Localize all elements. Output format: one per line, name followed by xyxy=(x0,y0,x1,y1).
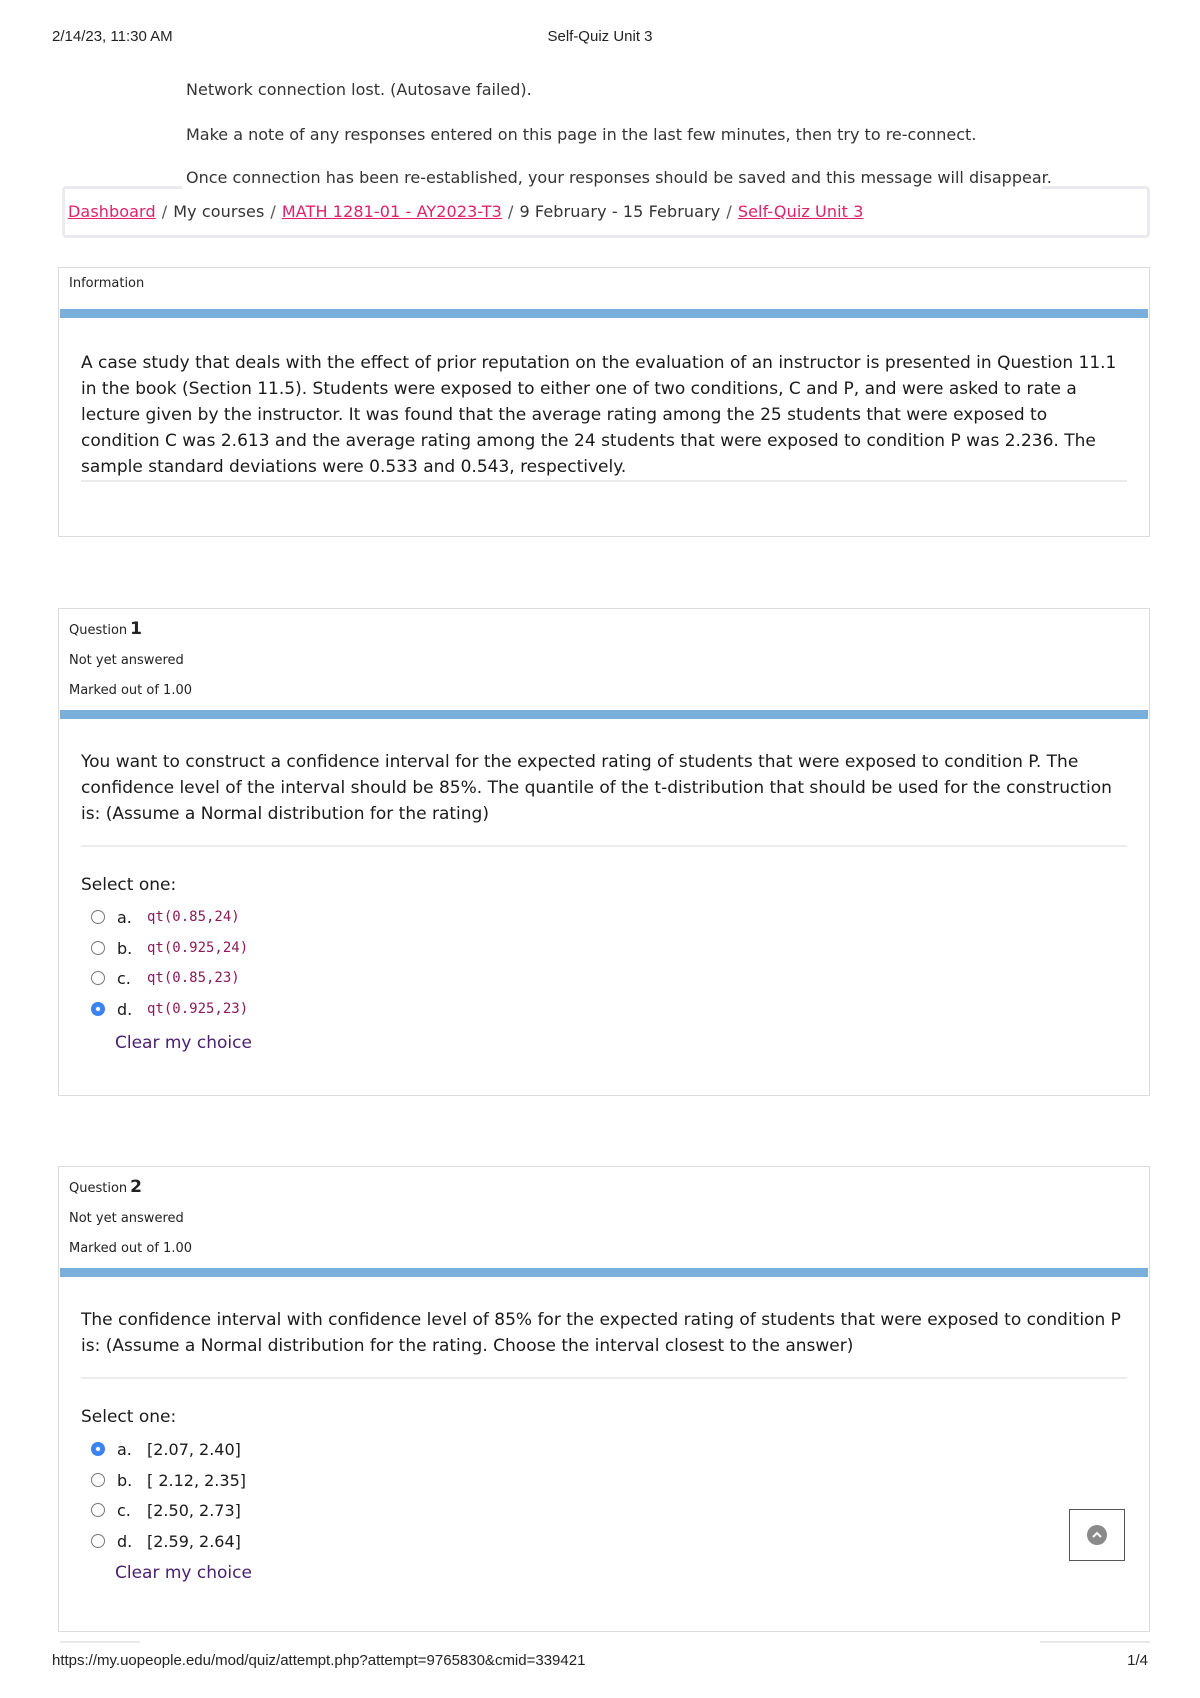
radio-button[interactable] xyxy=(91,1503,105,1517)
footer-divider-right xyxy=(1040,1641,1150,1643)
connection-lost-alert xyxy=(182,72,1052,194)
footer-divider-left xyxy=(60,1641,140,1643)
question-2-status: Not yet answered xyxy=(69,1211,184,1226)
option-value: qt(0.925,23) xyxy=(147,1001,249,1017)
radio-button[interactable] xyxy=(91,1534,105,1548)
option-letter: d. xyxy=(117,999,133,1019)
information-divider xyxy=(81,480,1127,482)
alert-line-2: Make a note of any responses entered on this page in the last few minutes, then try to re-connect. xyxy=(186,125,977,144)
question-number: 2 xyxy=(130,1177,142,1197)
breadcrumb-separator: / xyxy=(161,202,168,221)
question-1-text: You want to construct a confidence interval for the expected rating of students that were exposed to condition P. The confidence level of the interval should be 85%. The quantile of the t-distribution that should be used for the construction is: (Assume a Normal distribution for the rating) xyxy=(81,752,1112,824)
question-2-option-d[interactable] xyxy=(91,1529,241,1553)
option-letter: b. xyxy=(117,938,133,958)
question-2-accent-bar xyxy=(60,1268,1148,1277)
question-1-option-d[interactable] xyxy=(91,997,248,1021)
question-1-option-c[interactable] xyxy=(91,966,240,990)
breadcrumb-separator: / xyxy=(507,202,514,221)
print-page-title: Self-Quiz Unit 3 xyxy=(547,28,653,45)
option-letter: d. xyxy=(117,1531,133,1551)
option-letter: c. xyxy=(117,968,131,988)
question-1-select-label: Select one: xyxy=(81,875,177,895)
option-letter: c. xyxy=(117,1500,131,1520)
question-2-clear-choice[interactable]: Clear my choice xyxy=(115,1563,252,1583)
alert-line-3: Once connection has been re-established, your responses should be saved and this message will disappear. xyxy=(186,168,1052,187)
option-value: qt(0.85,24) xyxy=(147,909,240,925)
breadcrumb-course[interactable]: MATH 1281-01 - AY2023-T3 xyxy=(281,202,502,221)
print-page-number: 1/4 xyxy=(1127,1652,1148,1669)
information-card xyxy=(58,267,1150,537)
radio-button[interactable] xyxy=(91,1473,105,1487)
question-1-option-a[interactable] xyxy=(91,905,240,929)
question-2-marks: Marked out of 1.00 xyxy=(69,1241,193,1256)
question-number: 1 xyxy=(130,619,142,639)
question-1-accent-bar xyxy=(60,710,1148,719)
option-value: qt(0.85,23) xyxy=(147,970,240,986)
question-1-marks: Marked out of 1.00 xyxy=(69,683,193,698)
option-value: [2.07, 2.40] xyxy=(147,1439,241,1459)
question-2-divider xyxy=(81,1377,1127,1379)
radio-button-selected[interactable] xyxy=(91,1002,105,1016)
question-label: Question xyxy=(69,623,128,638)
option-value: [2.59, 2.64] xyxy=(147,1531,241,1551)
question-2-option-c[interactable] xyxy=(91,1498,241,1522)
radio-button[interactable] xyxy=(91,910,105,924)
radio-button-selected[interactable] xyxy=(91,1442,105,1456)
chevron-up-icon xyxy=(1087,1525,1107,1545)
question-1-option-b[interactable] xyxy=(91,936,248,960)
radio-button[interactable] xyxy=(91,971,105,985)
print-header xyxy=(52,28,1148,48)
question-2-option-a[interactable] xyxy=(91,1437,241,1461)
option-value: qt(0.925,24) xyxy=(147,940,249,956)
option-value: [ 2.12, 2.35] xyxy=(147,1470,246,1490)
information-heading: Information xyxy=(69,276,145,291)
print-url: https://my.uopeople.edu/mod/quiz/attempt.php?attempt=9765830&cmid=339421 xyxy=(52,1652,586,1669)
print-datetime: 2/14/23, 11:30 AM xyxy=(52,28,173,45)
information-text: A case study that deals with the effect of prior reputation on the evaluation of an instructor is presented in Question 11.1 in the book (Section 11.5). Students were exposed to either one of two conditions, C and P, and were asked to rate a lecture given by the instructor. It was found that the average rating among the 25 students that were exposed to condition C was 2.613 and the average rating among the 24 students that were exposed to condition P was 2.236. The sample standard deviations were 0.533 and 0.543, respectively. xyxy=(81,353,1117,477)
question-1-divider xyxy=(81,845,1127,847)
option-letter: b. xyxy=(117,1470,133,1490)
question-card-1 xyxy=(58,608,1150,1096)
question-2-text: The confidence interval with confidence level of 85% for the expected rating of students that were exposed to condition P is: (Assume a Normal distribution for the rating. Choose the interval closest to the answer) xyxy=(81,1310,1121,1356)
question-label: Question xyxy=(69,1181,128,1196)
question-1-heading xyxy=(69,619,142,639)
scroll-to-top-button[interactable] xyxy=(1069,1509,1125,1561)
question-card-2 xyxy=(58,1166,1150,1632)
radio-button[interactable] xyxy=(91,941,105,955)
breadcrumb-separator: / xyxy=(270,202,276,221)
breadcrumb-separator: / xyxy=(726,202,732,221)
print-footer xyxy=(52,1652,1148,1672)
question-1-status: Not yet answered xyxy=(69,653,184,668)
breadcrumb-my-courses: My courses xyxy=(173,202,265,221)
question-2-select-label: Select one: xyxy=(81,1407,177,1427)
information-accent-bar xyxy=(60,309,1148,318)
question-1-clear-choice[interactable]: Clear my choice xyxy=(115,1033,252,1053)
option-value: [2.50, 2.73] xyxy=(147,1500,241,1520)
question-2-option-b[interactable] xyxy=(91,1468,246,1492)
breadcrumb xyxy=(68,202,864,221)
breadcrumb-dashboard[interactable]: Dashboard xyxy=(68,202,156,221)
question-2-heading xyxy=(69,1177,142,1197)
breadcrumb-week: 9 February - 15 February xyxy=(519,202,721,221)
alert-line-1: Network connection lost. (Autosave failed). xyxy=(186,80,532,99)
breadcrumb-quiz[interactable]: Self-Quiz Unit 3 xyxy=(737,202,864,221)
option-letter: a. xyxy=(117,1439,132,1459)
option-letter: a. xyxy=(117,907,132,927)
